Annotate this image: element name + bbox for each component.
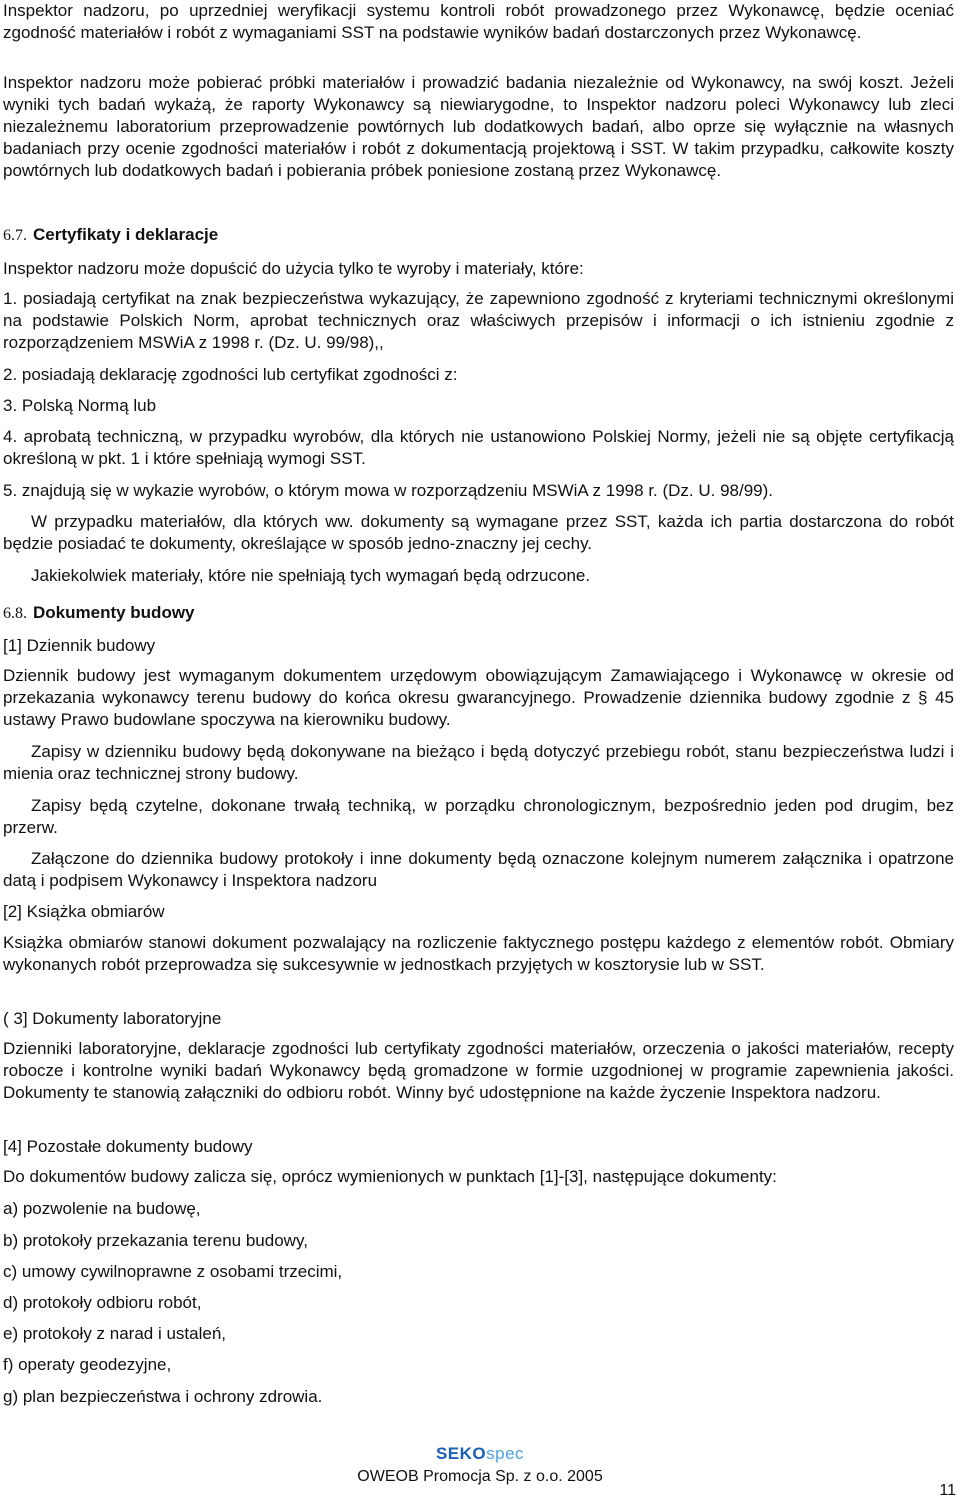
paragraph-batch-documents: W przypadku materiałów, dla których ww. dokumenty są wymagane przez SST, każda ich partia dostarczona do robót będzie posiadać te dokumenty, określające w sposób jedno-znaczny jej cechy. xyxy=(3,512,954,553)
subsection-title: [2] Książka obmiarów xyxy=(3,902,165,921)
section-title: Certyfikaty i deklaracje xyxy=(33,225,219,244)
section-number: 6.7. xyxy=(3,227,27,244)
list-item: g) plan bezpieczeństwa i ochrony zdrowia. xyxy=(3,1387,323,1406)
list-item: 5. znajdują się w wykazie wyrobów, o którym mowa w rozporządzeniu MSWiA z 1998 r. (Dz. U. 98/99). xyxy=(3,481,774,500)
paragraph: Zapisy w dzienniku budowy będą dokonywane na bieżąco i będą dotyczyć przebiegu robót, stanu bezpieczeństwa ludzi i mienia oraz technicznej strony budowy. xyxy=(3,742,954,783)
paragraph: Do dokumentów budowy zalicza się, oprócz wymienionych w punktach [1]-[3], następujące dokumenty: xyxy=(3,1167,777,1186)
section-heading-6-8 xyxy=(3,602,195,625)
logo-text-spec: spec xyxy=(486,1444,525,1463)
list-item: 4. aprobatą techniczną, w przypadku wyrobów, dla których nie ustanowiono Polskiej Normy, jeżeli nie są objęte certyfikacją określoną w pkt. 1 i które spełniają wymogi SST. xyxy=(3,427,954,468)
list-item: 2. posiadają deklarację zgodności lub certyfikat zgodności z: xyxy=(3,365,458,384)
list-item: a) pozwolenie na budowę, xyxy=(3,1199,201,1218)
sekospec-logo xyxy=(0,1443,960,1465)
subsection-title: [1] Dziennik budowy xyxy=(3,636,156,655)
list-item: 3. Polską Normą lub xyxy=(3,396,157,415)
logo-text-seko: SEKO xyxy=(435,1444,487,1463)
paragraph: Dziennik budowy jest wymaganym dokumentem urzędowym obowiązującym Zamawiającego i Wykonawcę w okresie od przekazania wykonawcy terenu budowy do końca okresu gwarancyjnego. Prowadzenie dziennika budowy zgodnie z § 45 ustawy Prawo budowlane spoczywa na kierowniku budowy. xyxy=(3,666,954,729)
list-item: f) operaty geodezyjne, xyxy=(3,1355,172,1374)
list-item: e) protokoły z narad i ustaleń, xyxy=(3,1324,227,1343)
page-number: 11 xyxy=(939,1482,956,1499)
section-number: 6.8. xyxy=(3,605,27,622)
section-title: Dokumenty budowy xyxy=(33,603,195,622)
paragraph: Dzienniki laboratoryjne, deklaracje zgodności lub certyfikaty zgodności materiałów, orzeczenia o jakości materiałów, recepty robocze i kontrolne wyniki badań Wykonawcy będą gromadzone w formie uzgodnionej w programie zapewnienia jakości. Dokumenty te stanowią załączniki do odbioru robót. Winny być udostępnione na każde życzenie Inspektora nadzoru. xyxy=(3,1039,954,1102)
footer-company: OWEOB Promocja Sp. z o.o. 2005 xyxy=(357,1468,603,1485)
paragraph: Załączone do dziennika budowy protokoły i inne dokumenty będą oznaczone kolejnym numerem załącznika i opatrzone datą i podpisem Wykonawcy i Inspektora nadzoru xyxy=(3,849,954,890)
subsection-title: ( 3] Dokumenty laboratoryjne xyxy=(3,1009,222,1028)
paragraph-independent-testing: Inspektor nadzoru może pobierać próbki materiałów i prowadzić badania niezależnie od Wykonawcy, na swój koszt. Jeżeli wyniki tych badań wykażą, że raporty Wykonawcy są niewiarygodne, to Inspektor nadzoru poleci Wykonawcy lub zleci niezależnemu laboratorium przeprowadzenie powtórnych lub dodatkowych badań, albo oprze się wyłącznie na własnych badaniach przy ocenie zgodności materiałów i robót z dokumentacją projektową i SST. W takim przypadku, całkowite koszty powtórnych lub dodatkowych badań i pobierania próbek poniesione zostaną przez Wykonawcę. xyxy=(3,73,954,180)
paragraph-verification: Inspektor nadzoru, po uprzedniej weryfikacji systemu kontroli robót prowadzonego przez Wykonawcę, będzie oceniać zgodność materiałów i robót z wymaganiami SST na podstawie wyników badań dostarczonych przez Wykonawcę. xyxy=(3,1,954,42)
list-item: b) protokoły przekazania terenu budowy, xyxy=(3,1231,308,1250)
list-item: d) protokoły odbioru robót, xyxy=(3,1293,202,1312)
subsection-title: [4] Pozostałe dokumenty budowy xyxy=(3,1137,253,1156)
list-item: 1. posiadają certyfikat na znak bezpieczeństwa wykazujący, że zapewniono zgodność z kryteriami technicznymi określonymi na podstawie Polskich Norm, aprobat technicznych oraz właściwych przepisów i informacji o ich istnieniu zgodnie z rozporządzeniem MSWiA z 1998 r. (Dz. U. 99/98),, xyxy=(3,289,954,352)
section-heading-6-7 xyxy=(3,224,218,247)
paragraph-rejected-materials: Jakiekolwiek materiały, które nie spełniają tych wymagań będą odrzucone. xyxy=(31,566,591,585)
paragraph: Książka obmiarów stanowi dokument pozwalający na rozliczenie faktycznego postępu każdego z elementów robót. Obmiary wykonanych robót przeprowadza się sukcesywnie w jednostkach przyjętych w kosztorysie lub w SST. xyxy=(3,933,954,974)
list-item: c) umowy cywilnoprawne z osobami trzecimi, xyxy=(3,1262,343,1281)
paragraph: Zapisy będą czytelne, dokonane trwałą techniką, w porządku chronologicznym, bezpośrednio jeden pod drugim, bez przerw. xyxy=(3,796,954,837)
section-intro: Inspektor nadzoru może dopuścić do użycia tylko te wyroby i materiały, które: xyxy=(3,259,584,278)
